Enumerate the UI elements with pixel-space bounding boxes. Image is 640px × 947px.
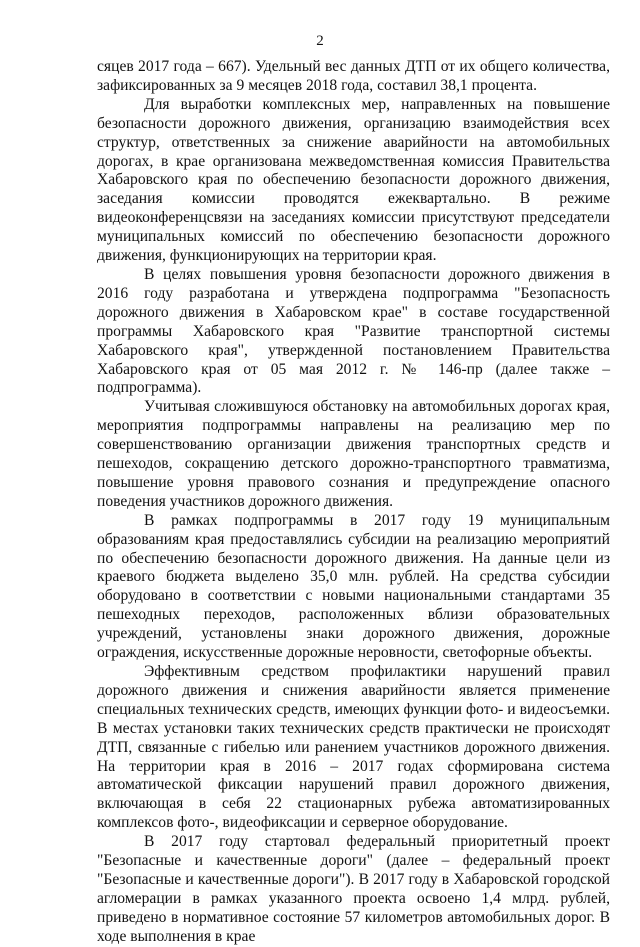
paragraph: Эффективным средством профилактики нарушений правил дорожного движения и снижения аварийности является применение специальных технических средств, имеющих функции фото- и видеосъемки. В местах установки таких технических средств практически не происходят ДТП, связанные с гибелью или ранением участников дорожного движения. На территории края в 2016 – 2017 годах сформирована система автоматической фиксации нарушений правил дорожного движения, включающая в себя 22 стационарных рубежа автоматизированных комплексов фото-, видеофиксации и серверное оборудование.: [97, 663, 610, 832]
paragraph: В 2017 году стартовал федеральный приоритетный проект "Безопасные и качественные дороги" (далее – федеральный проект "Безопасные и качественные дороги"). В 2017 году в Хабаровской городской агломерации в рамках указанного проекта освоено 1,4 млрд. рублей, приведено в нормативное состояние 57 километров автомобильных дорог. В ходе выполнения в крае: [97, 833, 610, 945]
document-body: [97, 58, 610, 947]
paragraph: Учитывая сложившуюся обстановку на автомобильных дорогах края, мероприятия подпрограммы направлены на реализацию мер по совершенствованию организации движения транспортных средств и пешеходов, сокращению детского дорожно-транспортного травматизма, повышение уровня правового сознания и предупреждение опасного поведения участников дорожного движения.: [97, 398, 610, 510]
paragraph: В рамках подпрограммы в 2017 году 19 муниципальным образованиям края предоставлялись субсидии на реализацию мероприятий по обеспечению безопасности дорожного движения. На данные цели из краевого бюджета выделено 35,0 млн. рублей. На средства субсидии оборудовано в соответствии с новыми национальными стандартами 35 пешеходных переходов, расположенных вблизи образовательных учреждений, установлены знаки дорожного движения, дорожные ограждения, искусственные дорожные неровности, светофорные объекты.: [97, 511, 610, 662]
page-number: 2: [316, 33, 324, 49]
paragraph: В целях повышения уровня безопасности дорожного движения в 2016 году разработана и утверждена подпрограмма "Безопасность дорожного движения в Хабаровском крае" в составе государственной программы Хабаровского края "Развитие транспортной системы Хабаровского края", утвержденной постановлением Правительства Хабаровского края от 05 мая 2012 г. № 146-пр (далее также – подпрограмма).: [97, 265, 610, 397]
paragraph: сяцев 2017 года – 667). Удельный вес данных ДТП от их общего количества, зафиксированных за 9 месяцев 2018 года, составил 38,1 процента.: [97, 58, 610, 94]
paragraph: Для выработки комплексных мер, направленных на повышение безопасности дорожного движения, организацию взаимодействия всех структур, ответственных за снижение аварийности на автомобильных дорогах, в крае организована межведомственная комиссия Правительства Хабаровского края по обеспечению безопасности дорожного движения, заседания комиссии проводятся ежеквартально. В режиме видеоконференцсвязи на заседаниях комиссии присутствуют председатели муниципальных комиссий по обеспечению безопасности дорожного движения, функционирующих на территории края.: [97, 95, 610, 265]
